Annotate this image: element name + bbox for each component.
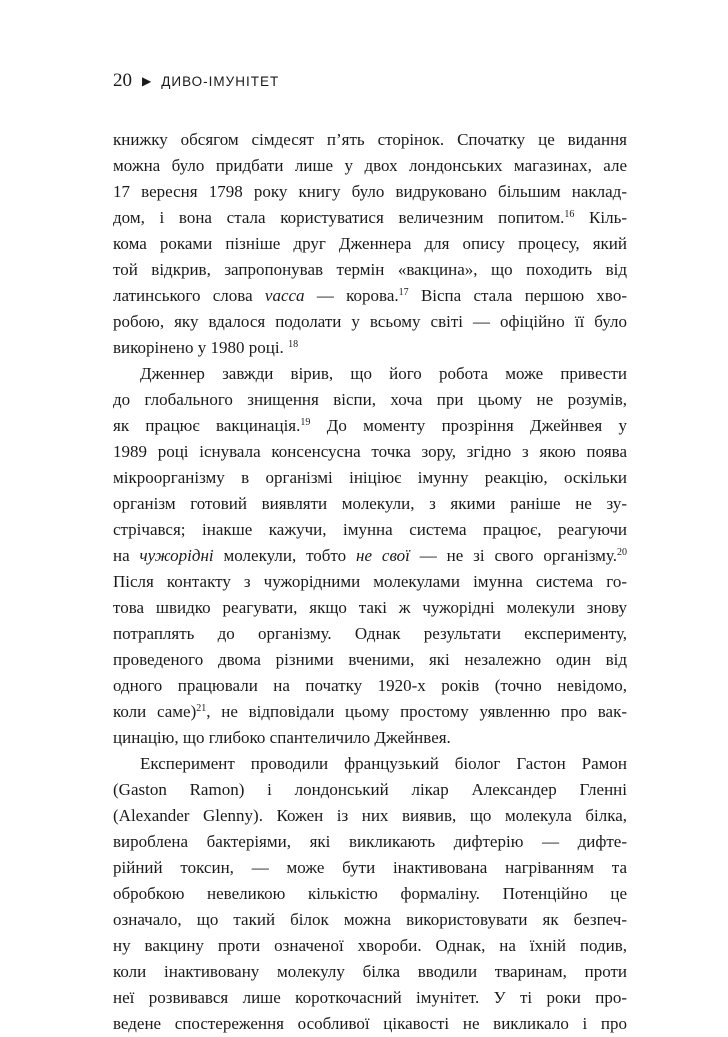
line-text: (Gaston Ramon) і лондонський лікар Александер Гленні	[113, 780, 627, 799]
text-line	[113, 231, 627, 257]
line-text: книжку обсягом сімдесят п’ять сторінок. Спочатку це видання	[113, 130, 627, 149]
line-text: вироблена бактеріями, які викликають дифтерію — дифте-	[113, 832, 627, 851]
footnote-ref: 19	[300, 417, 311, 428]
line-text: Після контакту з чужорідними молекулами імунна система го-	[113, 572, 627, 591]
text-line	[113, 933, 627, 959]
line-text: рійний токсин, — може бути інактивована нагріванням та	[113, 858, 627, 877]
text-line	[113, 1011, 627, 1037]
italic-term: чужорідні	[139, 546, 214, 565]
footnote-ref: 17	[398, 287, 409, 298]
line-text: латинського слова	[113, 286, 265, 305]
text-line	[113, 335, 627, 361]
text-line	[113, 283, 627, 309]
line-text: — не зі свого організму.	[409, 546, 617, 565]
line-text: 1989 році існувала консенсусна точка зору, згідно з якою поява	[113, 442, 627, 461]
text-line	[113, 569, 627, 595]
text-line	[113, 361, 627, 387]
line-text: потраплять до організму. Однак результати експерименту,	[113, 624, 627, 643]
line-text: Віспа стала першою хво-	[408, 286, 627, 305]
line-text: на	[113, 546, 140, 565]
line-text: ведене спостереження особливої цікавості не викликало і про	[113, 1014, 627, 1033]
line-text: дом, і вона стала користуватися величезним попитом.	[113, 208, 565, 227]
text-line	[113, 257, 627, 283]
line-text: — корова.	[304, 286, 399, 305]
line-text: Дженнер завжди вірив, що його робота може привести	[140, 364, 627, 383]
italic-term: не свої	[356, 546, 410, 565]
line-text: коли інактивовану молекулу білка вводили тваринам, проти	[113, 962, 627, 981]
text-line	[113, 517, 627, 543]
text-line	[113, 309, 627, 335]
text-line	[113, 595, 627, 621]
line-text: молекули, тобто	[213, 546, 357, 565]
text-line	[113, 413, 627, 439]
text-line	[113, 179, 627, 205]
text-line	[113, 127, 627, 153]
line-text: коли саме)	[113, 702, 197, 721]
text-line	[113, 491, 627, 517]
text-line	[113, 673, 627, 699]
text-line	[113, 907, 627, 933]
footnote-ref: 18	[288, 339, 299, 350]
line-text: , не відповідали цьому простому уявленню про вак-	[206, 702, 628, 721]
line-text: До моменту прозріння Джейнвея у	[310, 416, 627, 435]
text-line	[113, 725, 627, 751]
line-text: ну вакцину проти означеної хвороби. Однак, на їхній подив,	[113, 936, 627, 955]
italic-term: vacca	[264, 286, 305, 305]
line-text: до глобального знищення віспи, хоча при цьому не розумів,	[113, 390, 627, 409]
line-text: як працює вакцинація.	[113, 416, 301, 435]
text-line	[113, 621, 627, 647]
page-number: 20	[113, 70, 132, 91]
line-text: това швидко реагувати, якщо такі ж чужорідні молекули знову	[113, 598, 627, 617]
line-text: Кіль-	[574, 208, 627, 227]
line-text: організм готовий виявляти молекули, з якими раніше не зу-	[113, 494, 627, 513]
play-arrow-icon: ▶	[142, 73, 152, 88]
line-text: одного працювали на початку 1920-х років (точно невідомо,	[113, 676, 627, 695]
running-head	[113, 70, 279, 92]
text-line	[113, 985, 627, 1011]
text-line	[113, 387, 627, 413]
line-text: викорінено у 1980 році.	[113, 338, 289, 357]
line-text: неї розвивався лише короткочасний імунітет. У ті роки про-	[113, 988, 627, 1007]
text-line	[113, 465, 627, 491]
line-text: Експеримент проводили французький біолог Гастон Рамон	[140, 754, 627, 773]
text-line	[113, 803, 627, 829]
text-line	[113, 205, 627, 231]
footnote-ref: 16	[564, 209, 575, 220]
text-line	[113, 881, 627, 907]
text-line	[113, 777, 627, 803]
text-line	[113, 751, 627, 777]
line-text: робою, яку вдалося подолати у всьому світі — офіційно її було	[113, 312, 627, 331]
line-text: (Alexander Glenny). Кожен із них виявив, що молекула білка,	[113, 806, 627, 825]
text-line	[113, 647, 627, 673]
text-line	[113, 543, 627, 569]
text-line	[113, 439, 627, 465]
footnote-ref: 21	[196, 703, 207, 714]
line-text: можна було придбати лише у двох лондонських магазинах, але	[113, 156, 627, 175]
body-text	[113, 127, 627, 1037]
footnote-ref: 20	[616, 547, 627, 558]
line-text: мікроорганізму в організмі ініціює імунну реакцію, оскільки	[113, 468, 627, 487]
section-title: ДИВО-ІМУНІТЕТ	[161, 73, 280, 89]
line-text: означало, що такий білок можна використовувати як безпеч-	[113, 910, 627, 929]
line-text: той відкрив, запропонував термін «вакцина», що походить від	[113, 260, 627, 279]
text-line	[113, 855, 627, 881]
line-text: проведеного двома різними вченими, які незалежно один від	[113, 650, 627, 669]
line-text: 17 вересня 1798 року книгу було видруковано більшим наклад-	[113, 182, 627, 201]
line-text: стрічався; інакше кажучи, імунна система працює, реагуючи	[113, 520, 627, 539]
text-line	[113, 153, 627, 179]
line-text: обробкою невеликою кількістю формаліну. Потенційно це	[113, 884, 627, 903]
text-line	[113, 959, 627, 985]
text-line	[113, 699, 627, 725]
line-text: кома роками пізніше друг Дженнера для опису процесу, який	[113, 234, 627, 253]
text-line	[113, 829, 627, 855]
line-text: цинацію, що глибоко спантеличило Джейнвея.	[113, 728, 451, 747]
